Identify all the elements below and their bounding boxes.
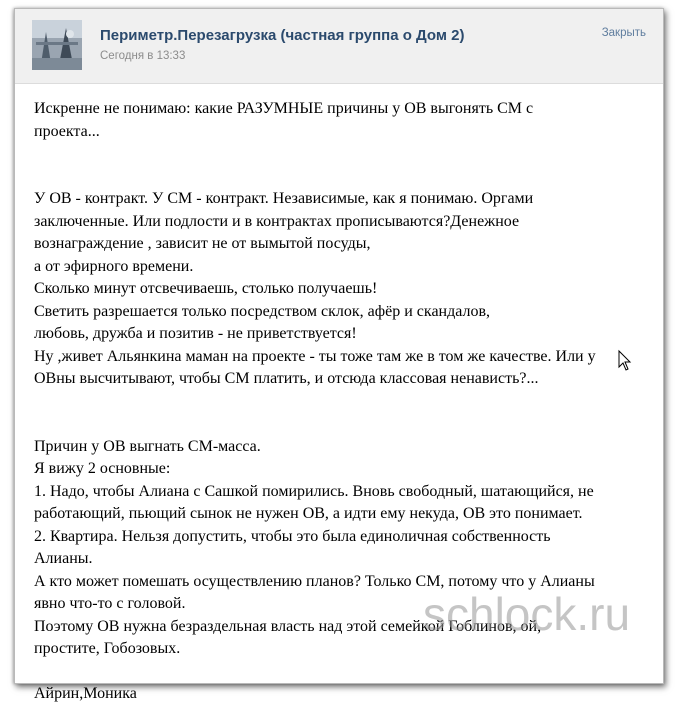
post-text-line: Сколько минут отсвечиваешь, столько получаешь! <box>34 280 378 297</box>
post-text-line: Светить разрешается только посредством склок, афёр и скандалов, <box>34 302 491 320</box>
post-text-line: проекта... <box>34 122 100 140</box>
post-text-line: У ОВ - контракт. У СМ - контракт. Независимые, как я понимаю. Оргами <box>34 190 534 207</box>
post-text-line: явно что-то с головой. <box>34 595 186 612</box>
post-text-line: 2. Квартира. Нельзя допустить, чтобы это была единоличная собственность <box>34 527 551 545</box>
close-button[interactable]: Закрыть <box>601 27 646 39</box>
blank-line <box>34 143 654 166</box>
post-text-line: работающий, пьющий сынок не нужен ОВ, а идти ему некуда, ОВ это понимает. <box>34 505 583 522</box>
post-time: Сегодня в 13:33 <box>100 50 186 62</box>
post-text-line: заключенные. Или подлости и в контрактах прописываются?Денежное <box>34 212 520 230</box>
blank-line <box>34 661 654 684</box>
post-text-line: 1. Надо, чтобы Алиана с Сашкой помирились. Вновь свободный, шатающийся, не <box>34 482 594 500</box>
mouse-cursor-icon <box>618 350 632 372</box>
post-text-line: а от эфирного времени. <box>34 257 194 275</box>
blank-line <box>34 391 654 414</box>
group-avatar-icon[interactable] <box>32 20 82 70</box>
post-text-line: Ну ,живет Альянкина маман на проекте - ты тоже там же в том же качестве. Или у <box>34 347 596 365</box>
watermark: schlock.ru <box>423 588 631 640</box>
post-text-line: любовь, дружба и позитив - не приветствуется! <box>34 325 357 342</box>
post-text-line: вознаграждение , зависит не от вымытой посуды, <box>34 235 371 252</box>
post-text-line: Поэтому ОВ нужна безраздельная власть над этой семейкой Гоблинов, ой, <box>34 617 542 635</box>
blank-line <box>34 413 654 436</box>
post-text-line: Айрин,Моника <box>34 685 137 702</box>
post-text-line: ОВны высчитывают, чтобы СМ платить, и отсюда классовая ненависть?... <box>34 370 539 387</box>
blank-line <box>34 166 654 189</box>
post-window <box>14 8 664 702</box>
post-text-line: Я вижу 2 основные: <box>34 460 171 477</box>
post-text-line: простите, Гобозовых. <box>34 640 181 657</box>
post-text-line: Алианы. <box>34 550 93 567</box>
group-name[interactable]: Периметр.Перезагрузка (частная группа о Дом 2) <box>100 27 465 44</box>
post-text-line: Искренне не понимаю: какие РАЗУМНЫЕ причины у ОВ выгонять СМ с <box>34 100 534 117</box>
post-text-line: А кто может помешать осуществлению планов? Только СМ, потому что у Алианы <box>34 572 595 590</box>
post-header <box>15 9 663 84</box>
post-text-line: Причин у ОВ выгнать СМ-масса. <box>34 437 261 455</box>
